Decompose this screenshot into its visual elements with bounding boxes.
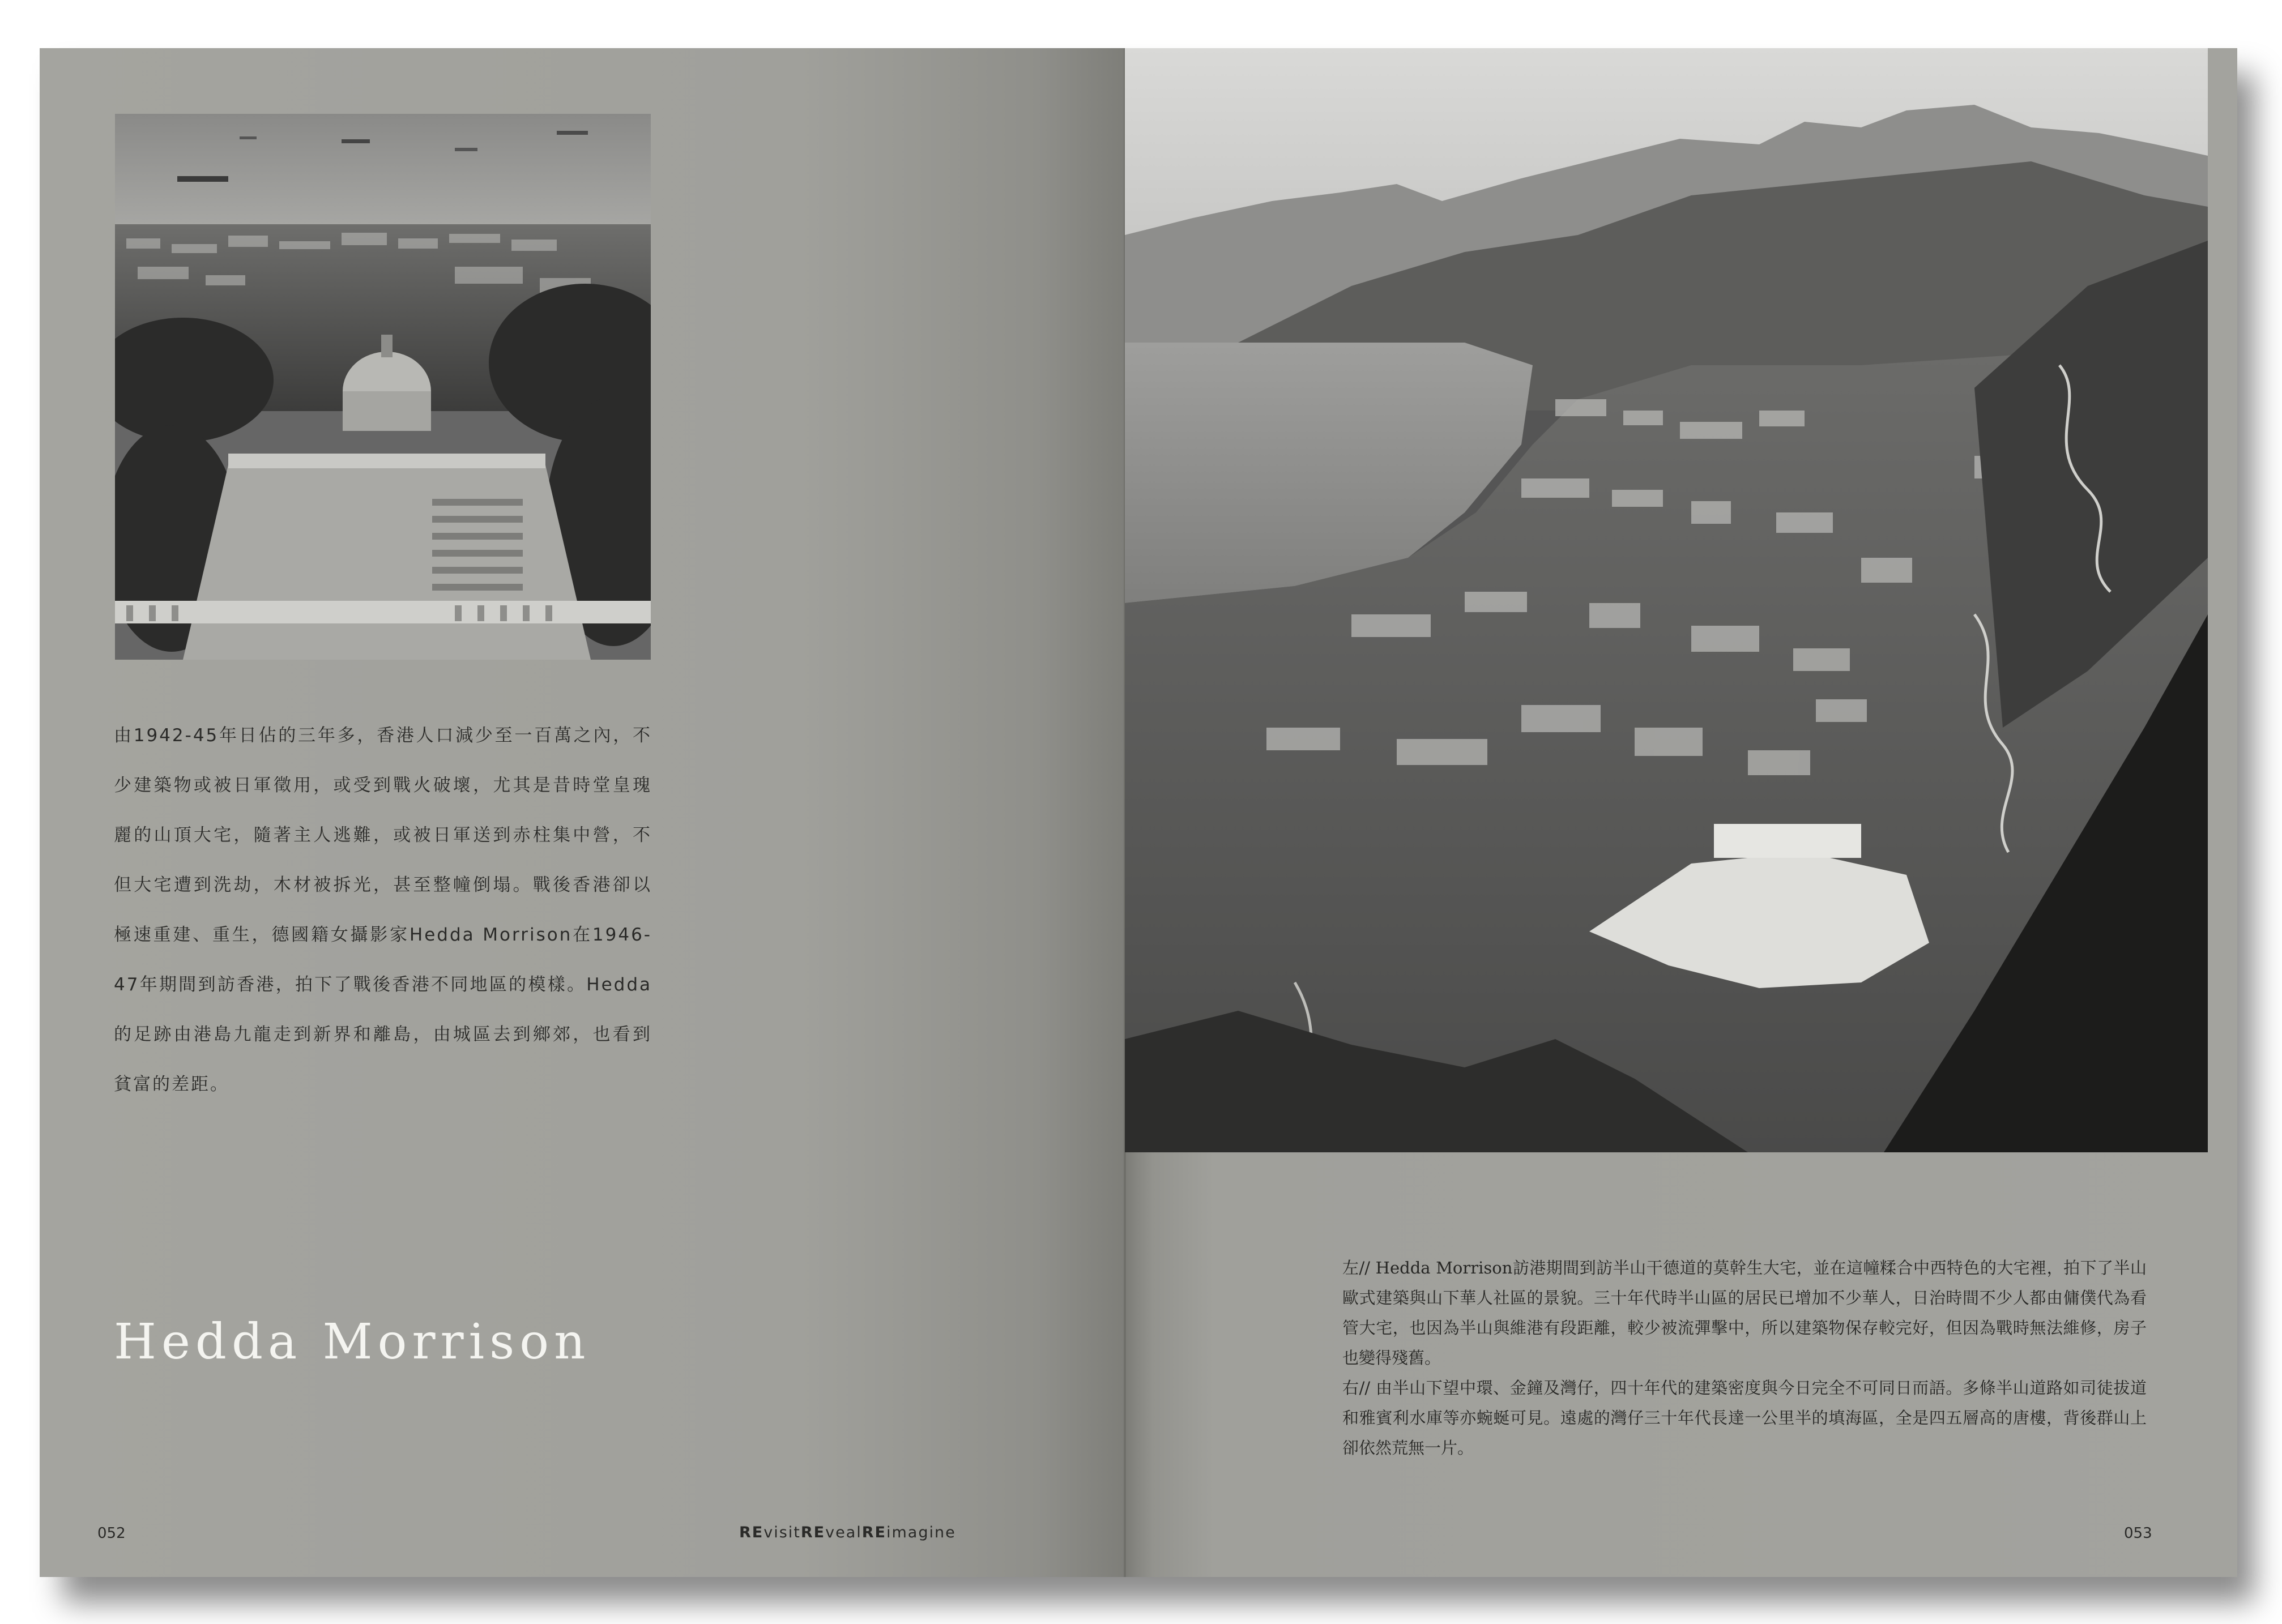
left-body-text xyxy=(114,711,652,1109)
right-photo-image xyxy=(1125,48,2208,1152)
brand-visit: visit xyxy=(763,1524,801,1541)
caption-right: 右// 由半山下望中環、金鐘及灣仔，四十年代的建築密度與今日完全不可同日而語。多條半山道路如司徒拔道和雅賓利水庫等亦蜿蜒可見。遠處的灣仔三十年代長達一公里半的填海區，全是四五層高的唐樓，背後群山上卻依然荒無一片。 xyxy=(1342,1378,2147,1458)
page-number-left: 052 xyxy=(97,1525,126,1542)
magazine-spread xyxy=(40,48,2237,1577)
brand-veal: veal xyxy=(825,1524,862,1541)
left-page xyxy=(40,48,1125,1577)
left-photo-image xyxy=(115,114,651,660)
caption-left: 左// Hedda Morrison訪港期間到訪半山干德道的莫幹生大宅，並在這幢糅合中西特色的大宅裡，拍下了半山歐式建築與山下華人社區的景貌。三十年代時半山區的居民已增加不少華人，日治時間不少人都由傭僕代為看管大宅，也因為半山與維港有段距離，較少被流彈擊中，所以建築物保存較完好，但因為戰時無法維修，房子也變得殘舊。 xyxy=(1342,1258,2147,1367)
brand-imagine: imagine xyxy=(886,1524,956,1541)
brand-re-1: RE xyxy=(739,1524,764,1541)
magazine-brand xyxy=(739,1524,956,1541)
right-photo-harbour-view xyxy=(1125,48,2208,1152)
photo-captions xyxy=(1342,1253,2147,1463)
brand-re-3: RE xyxy=(861,1524,886,1541)
brand-re-2: RE xyxy=(800,1524,826,1541)
body-paragraph: 由1942-45年日佔的三年多，香港人口減少至一百萬之內，不少建築物或被日軍徵用，或受到戰火破壞，尤其是昔時堂皇瑰麗的山頂大宅，隨著主人逃難，或被日軍送到赤柱集中營，不但大宅遭到洗劫，木材被拆光，甚至整幢倒塌。戰後香港卻以極速重建、重生，德國籍女攝影家Hedda Morrison在1946-47年期間到訪香港，拍下了戰後香港不同地區的模樣。Hedda的足跡由港島九龍走到新界和離島，由城區去到鄉郊，也看到貧富的差距。 xyxy=(114,725,652,1095)
article-title: Hedda Morrison xyxy=(114,1314,591,1370)
page-number-right: 053 xyxy=(2124,1525,2152,1542)
left-photo-mansion-terrace xyxy=(115,114,651,660)
